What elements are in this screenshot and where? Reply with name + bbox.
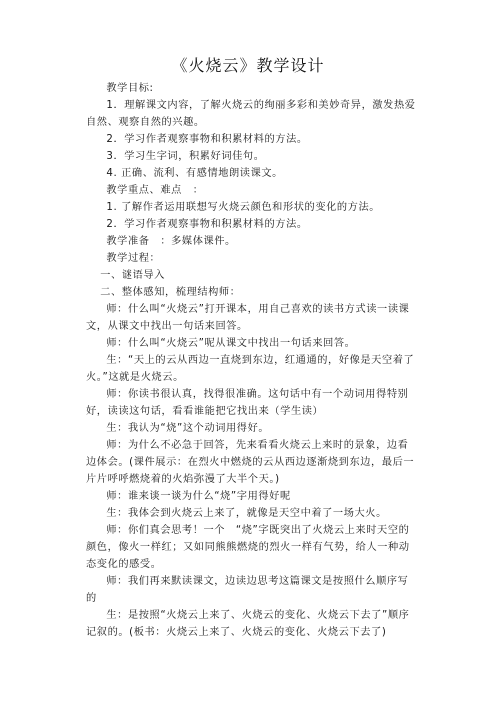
paragraph: 师：为什么不必急于回答，先来看看火烧云上来时的景象，边看边体会。(课件展示：在烈火中燃烧的云从西边逐渐烧到东边，最后一片片呼呼燃烧着的火焰弥漫了大半个天。) [86, 440, 415, 485]
paragraph: 教学重点、难点 ： [106, 185, 204, 196]
paragraph: 生：我认为“烧”这个动词用得好。 [106, 423, 270, 434]
paragraph: 师：我们再来默读课文，边读边思考这篇课文是按照什么顺序写的 [86, 576, 409, 604]
paragraph: 师：什么叫“火烧云”打开课本，用自己喜欢的读书方式读一读课文，从课文中找出一句话来回答。 [86, 304, 410, 332]
paragraph: 1. 了解作者运用联想写火烧云颜色和形状的变化的方法。 [106, 202, 381, 213]
paragraph: 生：“天上的云从西边一直烧到东边，红通通的，好像是天空着了火。”这就是火烧云。 [86, 355, 415, 383]
paragraph: 教学过程： [106, 253, 161, 264]
paragraph: 师：什么叫“火烧云”呢从课文中找出一句话来回答。 [106, 338, 356, 349]
paragraph: 师：你们真会思考！一个 “烧”字既突出了火烧云上来时天空的颜色，像火一样红；又如同熊熊燃烧的烈火一样有气势，给人一种动态变化的感受。 [86, 525, 410, 570]
paragraph: 1．理解课文内容，了解火烧云的绚丽多彩和美妙奇异，激发热爱自然、观察自然的兴趣。 [86, 100, 416, 128]
paragraph: 2．学习作者观察事物和积累材料的方法。 [106, 134, 308, 145]
paragraph: 二、整体感知，梳理结构师： [100, 287, 241, 298]
paragraph: 2．学习作者观察事物和积累材料的方法。 [106, 219, 308, 230]
paragraph: 师：谁来谈一谈为什么“烧”字用得好呢 [106, 491, 291, 502]
paragraph: 师：你读书很认真，找得很准确。这句话中有一个动词用得特别好，读读这句话，看看谁能把它找出来（学生读） [86, 389, 409, 417]
paragraph: 生：我体会到火烧云上来了，就像是天空中着了一场大火。 [106, 508, 387, 519]
paragraph: 教学目标: [106, 83, 154, 94]
document-body [86, 80, 416, 641]
document-title: 《火烧云》教学设计 [171, 56, 325, 75]
paragraph: 生：是按照“火烧云上来了、火烧云的变化、火烧云下去了”顺序记叙的。(板书：火烧云上来了、火烧云的变化、火烧云下去了) [86, 610, 410, 638]
paragraph: 教学准备 ：多媒体课件。 [106, 236, 236, 247]
paragraph: 4. 正确、流利、有感情地朗读课文。 [106, 168, 283, 179]
paragraph: 3．学习生字词，积累好词佳句。 [106, 151, 265, 162]
paragraph: 一、谜语导入 [100, 270, 165, 281]
